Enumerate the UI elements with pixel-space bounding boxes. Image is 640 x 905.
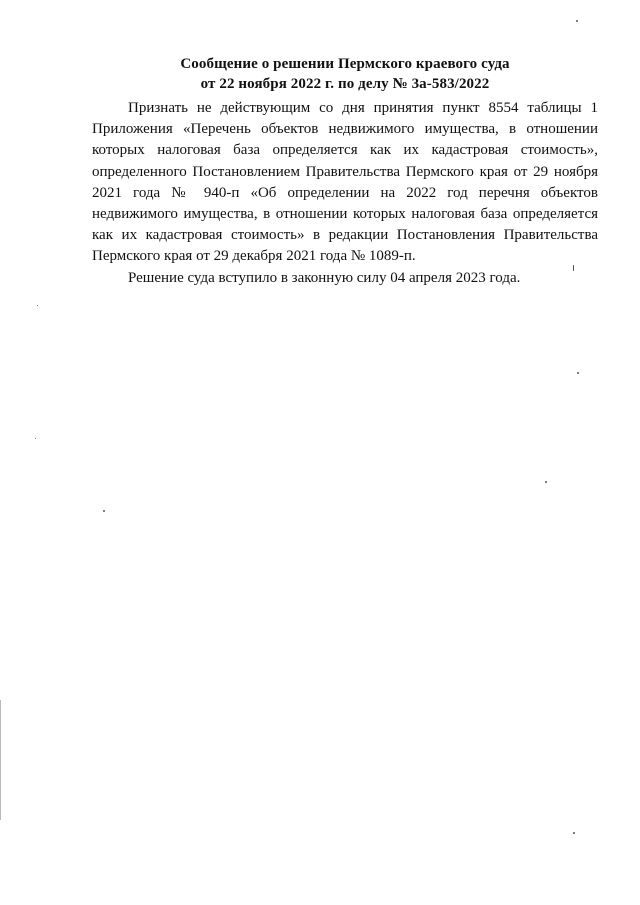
scan-speck bbox=[37, 305, 38, 306]
scan-edge-line bbox=[0, 700, 1, 820]
document-body bbox=[92, 98, 598, 289]
decision-paragraph: Признать не действующим со дня принятия пункт 8554 таблицы 1 Приложения «Перечень объектов недвижимого имущества, в отношении которых налоговая база определяется как их кадастровая стоимость», определенного Постановлением Правительства Пермского края от 29 ноября 2021 года № 940-п «Об определении на 2022 год перечня объектов недвижимого имущества, в отношении которых налоговая база определяется как их кадастровая стоимость» в редакции Постановления Правительства Пермского края от 29 декабря 2021 года № 1089-п. bbox=[92, 100, 598, 265]
scan-speck bbox=[103, 510, 105, 512]
scan-speck bbox=[573, 832, 575, 834]
scan-speck bbox=[576, 20, 578, 22]
effective-date-paragraph: Решение суда вступило в законную силу 04 апреля 2023 года. bbox=[128, 269, 521, 286]
scan-speck bbox=[35, 438, 36, 439]
scan-speck bbox=[577, 372, 579, 374]
scan-speck bbox=[573, 265, 574, 271]
scan-speck bbox=[545, 481, 547, 483]
document-title-line-2: от 22 ноября 2022 г. по делу № 3а-583/2022 bbox=[200, 76, 490, 92]
document-title-line-1: Сообщение о решении Пермского краевого суда bbox=[180, 56, 510, 72]
